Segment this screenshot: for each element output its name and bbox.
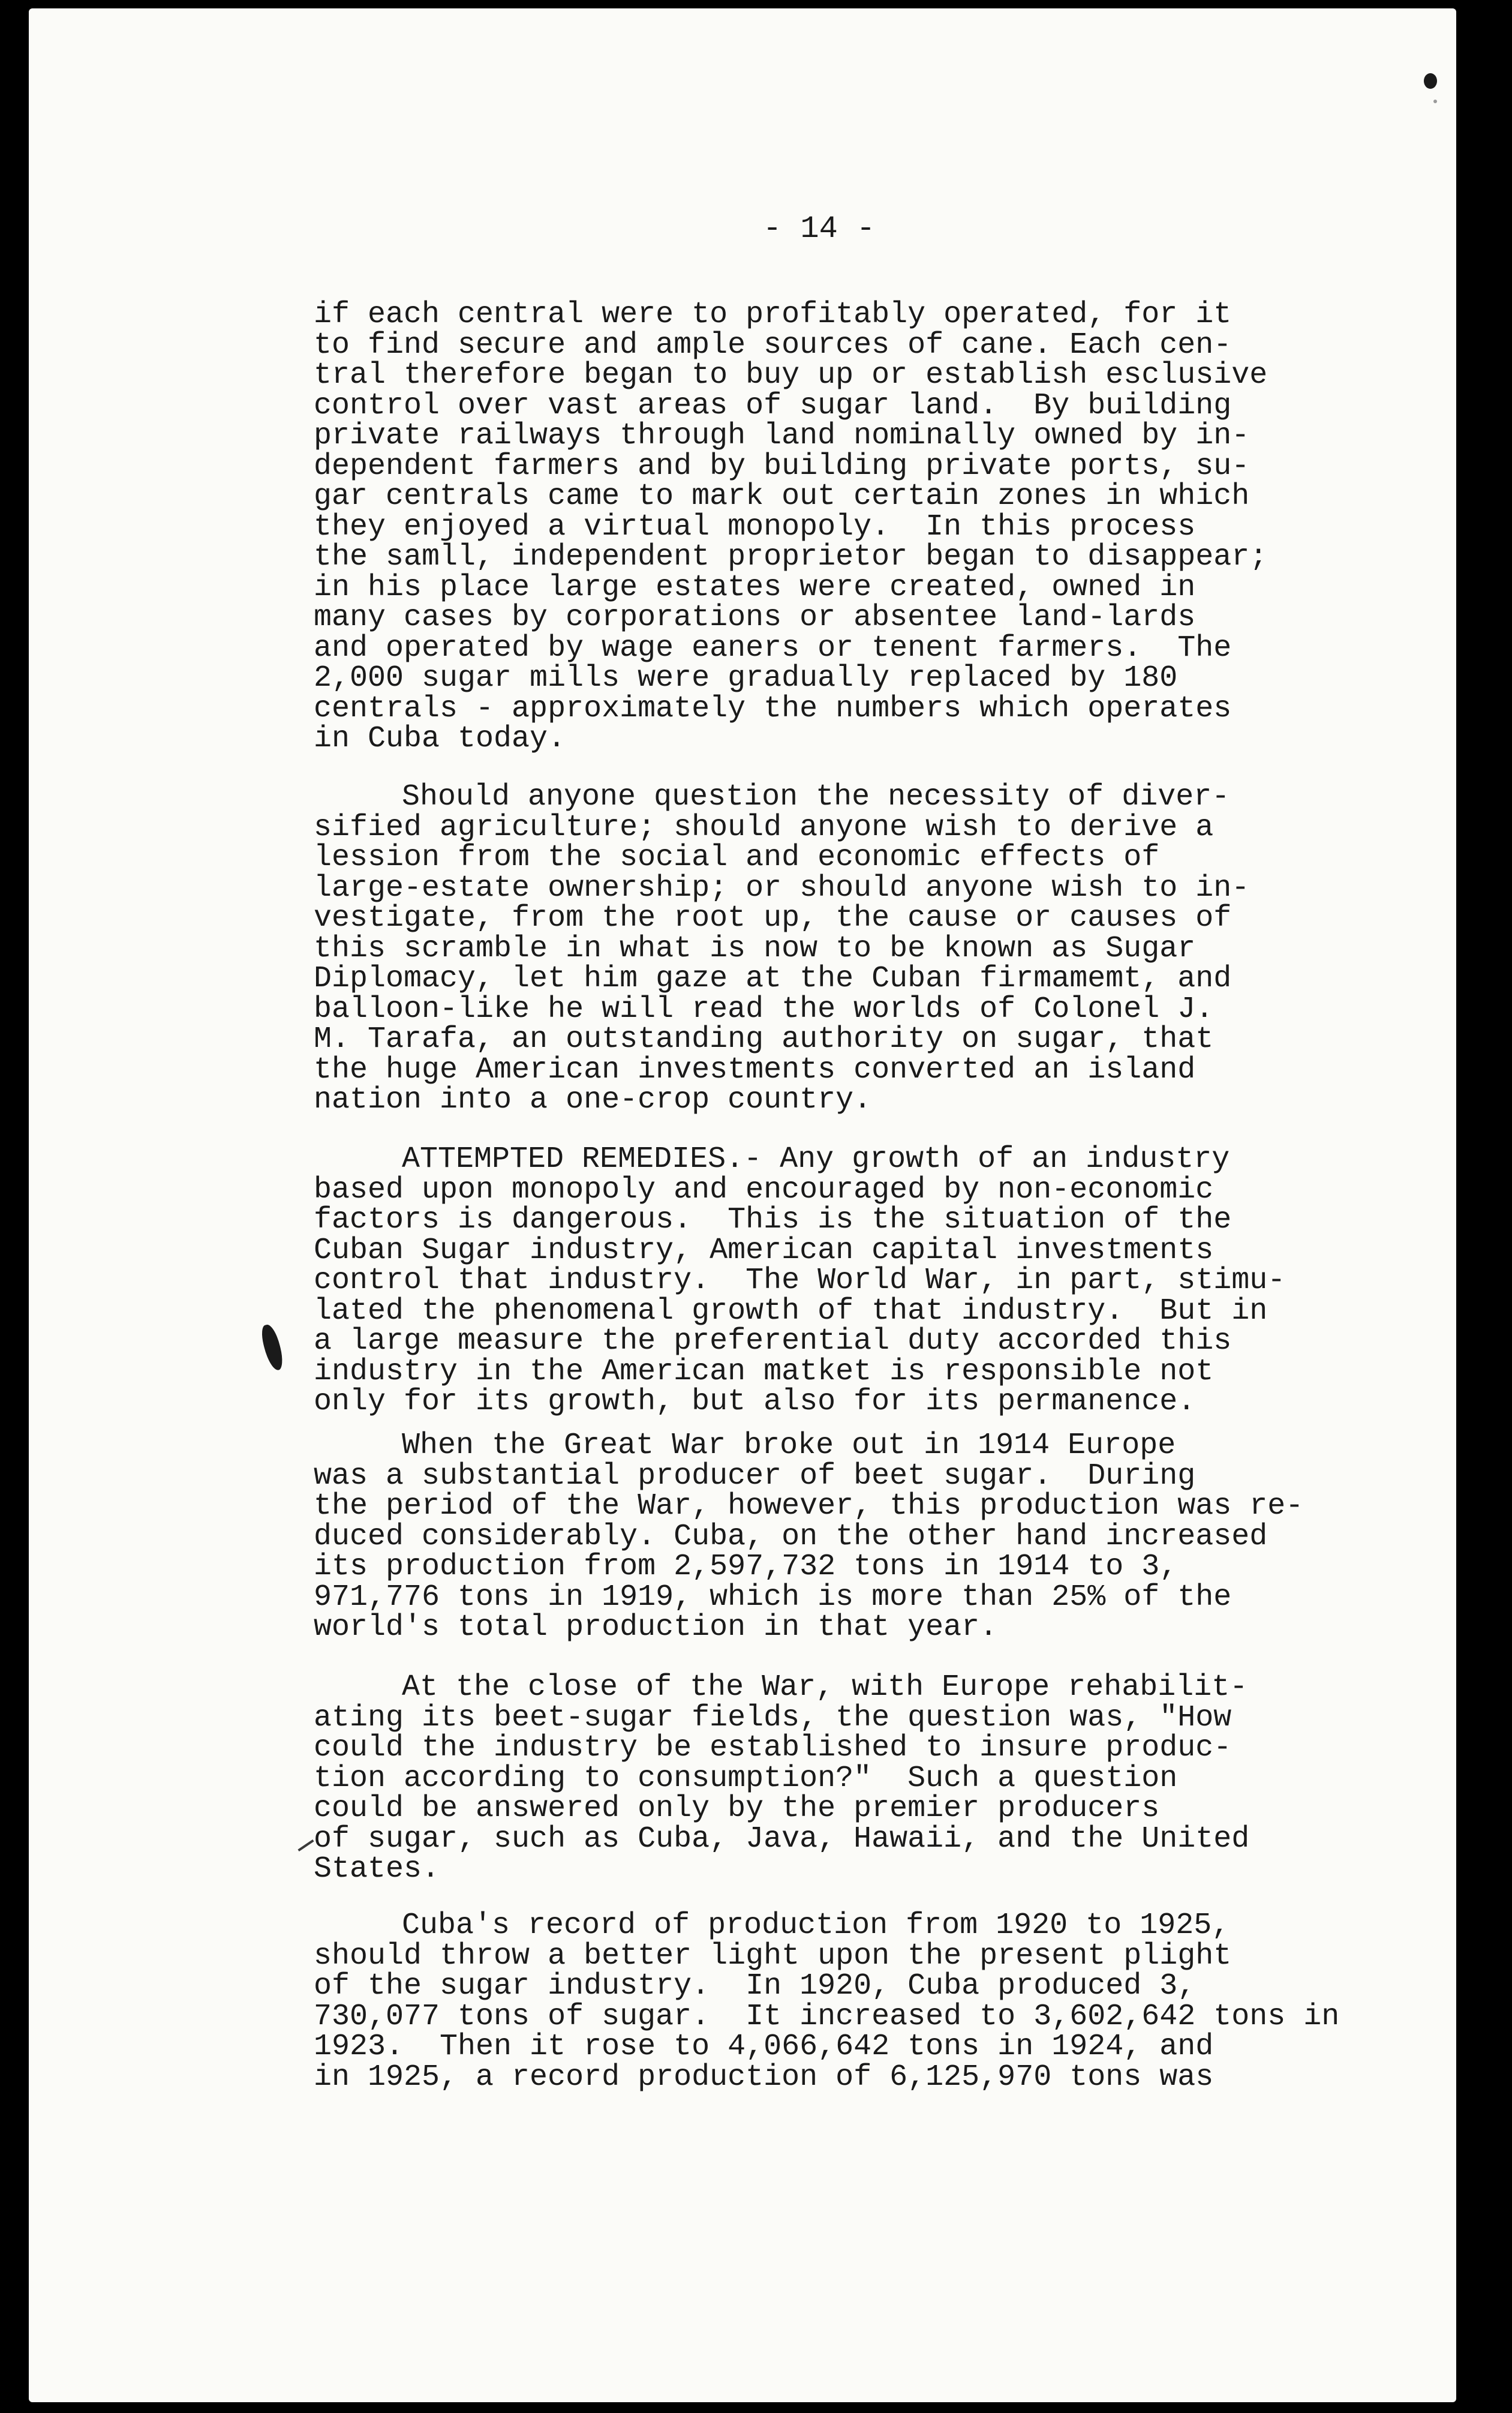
text-line: At the close of the War, with Europe rehabilit- (402, 1670, 1248, 1704)
margin-ink-blot (259, 1323, 285, 1372)
text-line: Cuban Sugar industry, American capital investments (314, 1233, 1214, 1268)
text-line: they enjoyed a virtual monopoly. In this process (314, 509, 1196, 544)
text-line: nation into a one-crop country. (314, 1083, 872, 1117)
text-line: dependent farmers and by building private ports, su- (314, 449, 1250, 484)
page-number: - 14 - (763, 211, 876, 247)
text-line: balloon-like he will read the worlds of Colonel J. (314, 992, 1214, 1027)
text-line: centrals - approximately the numbers which operates (314, 691, 1232, 726)
paragraph-2 (314, 782, 1393, 1116)
text-line: in 1925, a record production of 6,125,970 tons was (314, 2060, 1214, 2094)
text-line: control over vast areas of sugar land. By building (314, 388, 1232, 423)
text-line: if each central were to profitably operated, for it (314, 298, 1232, 332)
text-line: When the Great War broke out in 1914 Europe (402, 1428, 1176, 1463)
paragraph-4 (314, 1428, 1393, 1644)
text-line: could the industry be established to insure produc- (314, 1731, 1232, 1765)
text-line: should throw a better light upon the present plight (314, 1938, 1232, 1973)
text-line: control that industry. The World War, in part, stimu- (314, 1263, 1286, 1298)
text-line: 730,077 tons of sugar. It increased to 3,602,642 tons in (314, 1999, 1340, 2034)
text-line: 1923. Then it rose to 4,066,642 tons in 1924, and (314, 2030, 1214, 2064)
text-line: in Cuba today. (314, 722, 566, 756)
text-line: Cuba's record of production from 1920 to 1925, (402, 1908, 1230, 1943)
text-line: large-estate ownership; or should anyone wish to in- (314, 871, 1250, 905)
text-line: ating its beet-sugar fields, the question was, "How (314, 1700, 1232, 1735)
text-line: world's total production in that year. (314, 1610, 998, 1644)
text-line: tion according to consumption?" Such a question (314, 1761, 1178, 1796)
text-line: a large measure the preferential duty accorded this (314, 1324, 1232, 1358)
text-line: factors is dangerous. This is the situation of the (314, 1203, 1232, 1237)
text-line: gar centrals came to mark out certain zones in which (314, 479, 1250, 514)
text-line: States. (314, 1852, 440, 1886)
text-line: was a substantial producer of beet sugar. During (314, 1458, 1196, 1493)
paragraph-6 (314, 1908, 1393, 2094)
text-line: of sugar, such as Cuba, Java, Hawaii, and the United (314, 1821, 1250, 1856)
text-line: sified agriculture; should anyone wish to derive a (314, 810, 1214, 845)
paragraph-1 (314, 300, 1393, 755)
text-line: and operated by wage eaners or tenent farmers. The (314, 631, 1232, 665)
text-line: the huge American investments converted an island (314, 1052, 1196, 1087)
text-line: industry in the American matket is responsible not (314, 1354, 1214, 1389)
text-line: lession from the social and economic effects of (314, 841, 1160, 875)
text-line: this scramble in what is now to be known as Sugar (314, 931, 1196, 966)
text-line: based upon monopoly and encouraged by non-economic (314, 1172, 1214, 1207)
text-line: 2,000 sugar mills were gradually replaced by 180 (314, 661, 1178, 695)
text-line: the period of the War, however, this production was re- (314, 1489, 1304, 1523)
ink-speck-mark (1433, 100, 1437, 103)
text-line: private railways through land nominally owned by in- (314, 419, 1250, 453)
section-heading-line: ATTEMPTED REMEDIES.- Any growth of an industry (402, 1142, 1230, 1177)
text-line: in his place large estates were created, owned in (314, 570, 1196, 605)
text-line: many cases by corporations or absentee land-lards (314, 601, 1196, 635)
text-line: tral therefore began to buy up or establish esclusive (314, 358, 1268, 392)
text-line: could be answered only by the premier producers (314, 1791, 1160, 1826)
text-line: its production from 2,597,732 tons in 1914 to 3, (314, 1550, 1178, 1584)
ink-dot-mark (1424, 73, 1437, 89)
text-line: Should anyone question the necessity of diver- (402, 780, 1230, 814)
text-line: to find secure and ample sources of cane. Each cen- (314, 328, 1232, 362)
text-line: Diplomacy, let him gaze at the Cuban firmamemt, and (314, 962, 1232, 996)
text-line: M. Tarafa, an outstanding authority on sugar, that (314, 1022, 1214, 1057)
text-line: only for its growth, but also for its permanence. (314, 1385, 1196, 1419)
text-line: 971,776 tons in 1919, which is more than 25% of the (314, 1580, 1232, 1614)
paragraph-5 (314, 1670, 1393, 1886)
text-line: lated the phenomenal growth of that industry. But in (314, 1293, 1268, 1328)
paragraph-3 (314, 1142, 1393, 1419)
margin-tick-mark (297, 1839, 314, 1851)
text-line: vestigate, from the root up, the cause or causes of (314, 901, 1232, 935)
text-line: the samll, independent proprietor began to disappear; (314, 540, 1268, 574)
text-line: of the sugar industry. In 1920, Cuba produced 3, (314, 1969, 1196, 2003)
text-line: duced considerably. Cuba, on the other hand increased (314, 1519, 1268, 1554)
